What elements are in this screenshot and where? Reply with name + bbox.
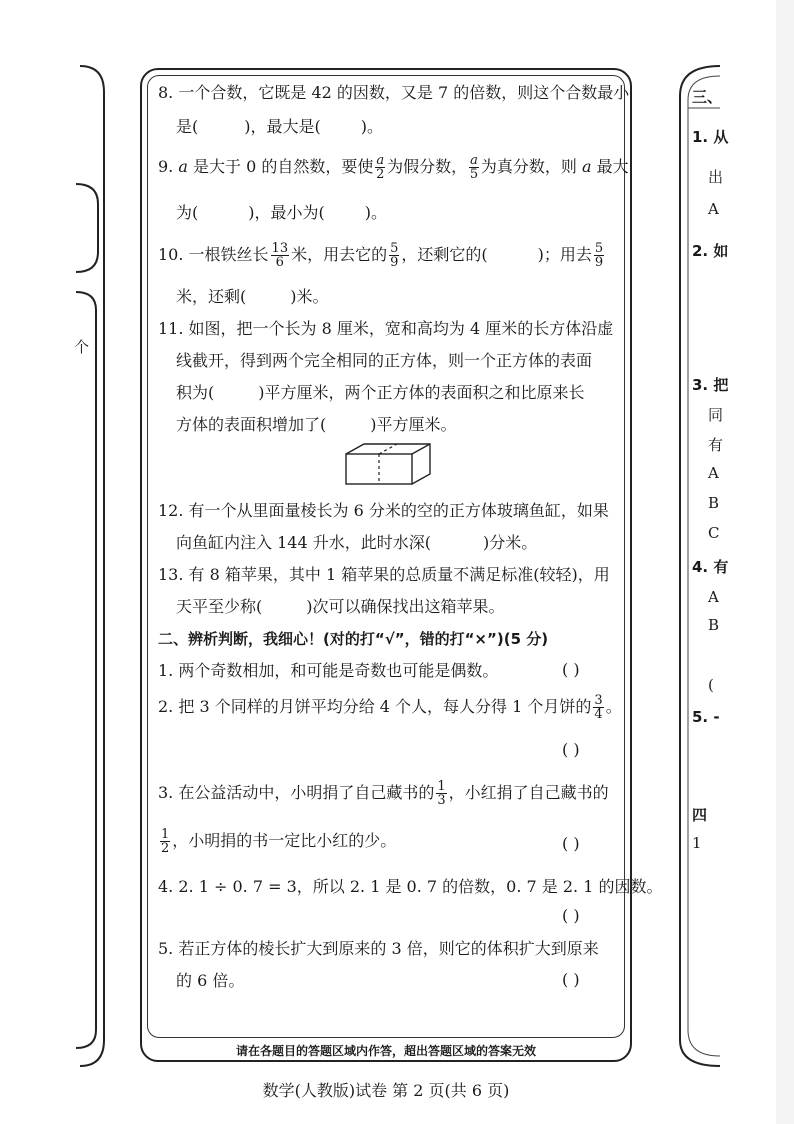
question-9-line-1: 9. a 是大于 0 的自然数，要使 $\frac{a}{2}$ 为假分数， $\frac{a}{5}$ 为真分数，则 a 最大	[158, 153, 629, 182]
right-edge-text-18: 1	[692, 834, 702, 852]
question-13-line-1: 13. 有 8 箱苹果，其中 1 箱苹果的总质量不满足标准(较轻)，用	[158, 565, 610, 584]
right-edge-text-6: 3. 把	[692, 376, 729, 394]
right-edge-text-7: 同	[708, 406, 724, 424]
fraction-a-over-2: $\frac{a}{2}$	[376, 153, 385, 182]
page-number-line: 数学(人教版)试卷 第 2 页(共 6 页)	[262, 1081, 510, 1100]
judgement-1-answer-paren[interactable]: ( )	[562, 660, 580, 679]
fraction-1-over-2: $\frac{1}{2}$	[161, 827, 170, 856]
fraction-13-over-6: $\frac{13}{6}$	[271, 241, 289, 270]
judgement-5-line-2: 的 6 倍。	[176, 971, 245, 990]
question-8-line-2: 是( )，最大是( )。	[176, 117, 383, 136]
right-edge-text-1: 三、	[692, 88, 723, 106]
question-10-line-2: 米，还剩( )米。	[176, 287, 329, 306]
fraction-5-over-9-a: $\frac{5}{9}$	[390, 241, 399, 270]
judgement-4: 4. 2. 1 ÷ 0. 7 = 3，所以 2. 1 是 0. 7 的倍数，0. 7 是 2. 1 的因数。	[158, 877, 663, 896]
judgement-3-answer-paren[interactable]: ( )	[562, 834, 580, 853]
right-edge-text-10: B	[708, 494, 720, 512]
judgement-4-answer-paren[interactable]: ( )	[562, 906, 580, 925]
right-edge-text-17: 四	[692, 806, 708, 824]
judgement-3-line-2: $\frac{1}{2}$ ，小明捐的书一定比小红的少。	[161, 827, 397, 856]
left-binding-lines	[0, 0, 120, 1124]
cuboid-figure	[340, 440, 440, 490]
question-12-line-1: 12. 有一个从里面量棱长为 6 分米的空的正方体玻璃鱼缸，如果	[158, 501, 609, 520]
right-edge-text-2: 1. 从	[692, 128, 729, 146]
right-edge-text-11: C	[708, 524, 720, 542]
question-13-line-2: 天平至少称( )次可以确保找出这箱苹果。	[176, 597, 505, 616]
right-edge-text-5: 2. 如	[692, 242, 729, 260]
judgement-2: 2. 把 3 个同样的月饼平均分给 4 个人，每人分得 1 个月饼的 $\frac{3}{4}$ 。	[158, 693, 622, 722]
right-edge-text-16: 5. -	[692, 708, 720, 726]
right-edge-text-14: B	[708, 616, 720, 634]
left-edge-char: 个	[74, 338, 90, 356]
question-8-line-1: 8. 一个合数，它既是 42 的因数，又是 7 的倍数，则这个合数最小	[158, 83, 630, 102]
judgement-5-answer-paren[interactable]: ( )	[562, 970, 580, 989]
fraction-1-over-3: $\frac{1}{3}$	[437, 779, 446, 808]
judgement-3-line-1: 3. 在公益活动中，小明捐了自己藏书的 $\frac{1}{3}$ ，小红捐了自己藏书的	[158, 779, 609, 808]
right-edge-text-9: A	[708, 464, 719, 482]
judgement-5-line-1: 5. 若正方体的棱长扩大到原来的 3 倍，则它的体积扩大到原来	[158, 939, 599, 958]
section-2-title: 二、辨析判断，我细心！(对的打“√”，错的打“×”)(5 分)	[158, 630, 549, 648]
question-10-line-1: 10. 一根铁丝长 $\frac{13}{6}$ 米，用去它的 $\frac{5}{9}$ ，还剩它的( )；用去 $\frac{5}{9}$	[158, 241, 604, 270]
right-edge-text-13: A	[708, 588, 719, 606]
right-edge-text-15: (	[708, 676, 714, 694]
judgement-2-answer-paren[interactable]: ( )	[562, 740, 580, 759]
judgement-1: 1. 两个奇数相加，和可能是奇数也可能是偶数。	[158, 661, 499, 680]
right-edge-text-8: 有	[708, 436, 724, 454]
question-11-line-4: 方体的表面积增加了( )平方厘米。	[176, 415, 457, 434]
question-12-line-2: 向鱼缸内注入 144 升水，此时水深( )分米。	[176, 533, 538, 552]
fraction-3-over-4: $\frac{3}{4}$	[594, 693, 603, 722]
fraction-5-over-9-b: $\frac{5}{9}$	[594, 241, 604, 270]
right-edge-text-4: A	[708, 200, 719, 218]
right-edge-text-3: 出	[708, 168, 724, 186]
question-11-line-3: 积为( )平方厘米，两个正方体的表面积之和比原来长	[176, 383, 585, 402]
fraction-a-over-5: $\frac{a}{5}$	[469, 153, 479, 182]
right-edge-text-12: 4. 有	[692, 558, 729, 576]
question-11-line-2: 线截开，得到两个完全相同的正方体，则一个正方体的表面	[176, 351, 593, 370]
answer-area-notice: 请在各题目的答题区域内作答，超出答题区域的答案无效	[235, 1044, 536, 1058]
question-11-line-1: 11. 如图，把一个长为 8 厘米，宽和高均为 4 厘米的长方体沿虚	[158, 319, 614, 338]
question-9-line-2: 为( )，最小为( )。	[176, 203, 387, 222]
